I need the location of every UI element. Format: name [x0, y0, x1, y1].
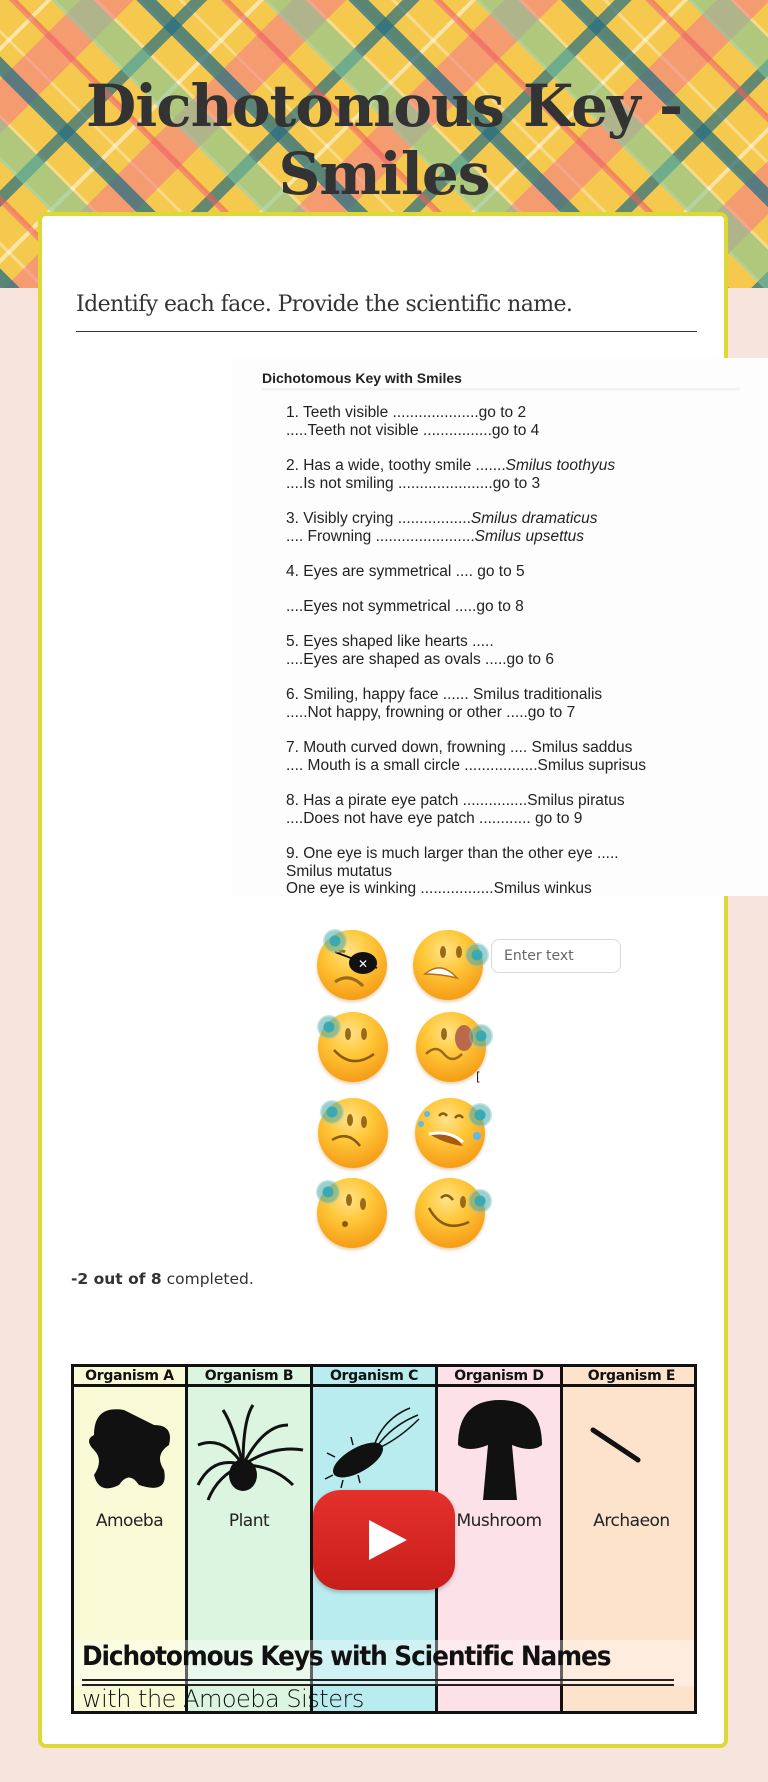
- video-subtitle: with the Amoeba Sisters: [82, 1685, 364, 1713]
- key-heading: Dichotomous Key with Smiles: [262, 370, 462, 386]
- video-title: Dichotomous Keys with Scientific Names: [82, 1641, 611, 1672]
- key-line: One eye is winking .................Smilus winkus: [286, 880, 592, 897]
- key-list: [286, 404, 756, 916]
- plant-silhouette-icon: [188, 1395, 313, 1505]
- organism-header: Organism B: [188, 1367, 310, 1387]
- organism-label: Archaeon: [593, 1511, 670, 1531]
- key-couplet-7: [286, 739, 756, 774]
- archaeon-silhouette-icon: [563, 1395, 697, 1505]
- key-couplet-2: [286, 457, 756, 492]
- answer-marker[interactable]: [323, 929, 347, 953]
- organism-header: Organism A: [74, 1367, 185, 1387]
- key-couplet-6: [286, 686, 756, 721]
- answer-marker[interactable]: [316, 1180, 340, 1204]
- bacterium-silhouette-icon: [313, 1395, 438, 1505]
- key-couplet-8: [286, 792, 756, 827]
- key-line: 7. Mouth curved down, frowning .... Smilus saddus: [286, 739, 633, 756]
- heading-divider: [76, 331, 697, 332]
- organism-label: Plant: [228, 1511, 270, 1531]
- key-line: .... Frowning .......................Smilus upsettus: [286, 527, 585, 545]
- organism-header: Organism D: [438, 1367, 560, 1387]
- youtube-play-icon: [369, 1520, 407, 1560]
- key-couplet-1: [286, 404, 756, 439]
- key-line: 8. Has a pirate eye patch ...............Smilus piratus: [286, 792, 625, 809]
- instructions-heading: Identify each face. Provide the scientific name.: [76, 292, 573, 317]
- page-title: Dichotomous Key - Smiles: [85, 72, 683, 208]
- key-line: 5. Eyes shaped like hearts .....: [286, 633, 494, 650]
- key-couplet-5: [286, 633, 756, 668]
- organism-header: Organism E: [563, 1367, 697, 1387]
- answer-marker[interactable]: [320, 1100, 344, 1124]
- title-underline: [82, 1679, 674, 1681]
- key-line: ....Eyes not symmetrical .....go to 8: [286, 597, 524, 615]
- organism-label: Amoeba: [95, 1511, 164, 1531]
- key-line: 4. Eyes are symmetrical .... go to 5: [286, 563, 525, 580]
- key-line: ....Is not smiling ......................go to 3: [286, 474, 541, 492]
- organism-header: Organism C: [313, 1367, 435, 1387]
- key-line: 9. One eye is much larger than the other eye .....: [286, 845, 619, 862]
- key-line: ....Eyes are shaped as ovals .....go to 6: [286, 650, 554, 668]
- organism-label: Mushroom: [456, 1511, 542, 1531]
- answer-marker[interactable]: [317, 1015, 341, 1039]
- key-line: ....Does not have eye patch ............ go to 9: [286, 809, 583, 827]
- key-couplet-4: [286, 563, 756, 615]
- answer-marker[interactable]: [468, 1189, 492, 1213]
- amoeba-silhouette-icon: [74, 1395, 188, 1505]
- key-line: .....Not happy, frowning or other .....go to 7: [286, 703, 576, 721]
- answer-marker[interactable]: [465, 943, 489, 967]
- key-line: .... Mouth is a small circle .................Smilus suprisus: [286, 756, 647, 774]
- key-couplet-9: [286, 845, 756, 898]
- key-line: .....Teeth not visible ................go to 4: [286, 421, 540, 439]
- key-line: 3. Visibly crying .................Smilus dramaticus: [286, 510, 598, 527]
- key-line: 2. Has a wide, toothy smile .......Smilus toothyus: [286, 457, 616, 474]
- key-couplet-3: [286, 510, 756, 545]
- winking-face-icon: [415, 1178, 485, 1248]
- text-cursor-mark: [: [476, 1070, 481, 1084]
- answer-input[interactable]: [491, 939, 621, 973]
- key-line: 6. Smiling, happy face ...... Smilus traditionalis: [286, 686, 603, 703]
- mushroom-silhouette-icon: [438, 1395, 563, 1505]
- key-heading-rule: [262, 388, 740, 391]
- svg-text:✕: ✕: [358, 957, 369, 971]
- answer-marker[interactable]: [468, 1103, 492, 1127]
- answer-marker[interactable]: [469, 1024, 493, 1048]
- youtube-play-button[interactable]: [313, 1490, 455, 1590]
- progress-text: -2 out of 8 completed.: [71, 1270, 254, 1288]
- key-line: Smilus mutatus: [286, 862, 392, 880]
- key-line: 1. Teeth visible ....................go to 2: [286, 404, 527, 421]
